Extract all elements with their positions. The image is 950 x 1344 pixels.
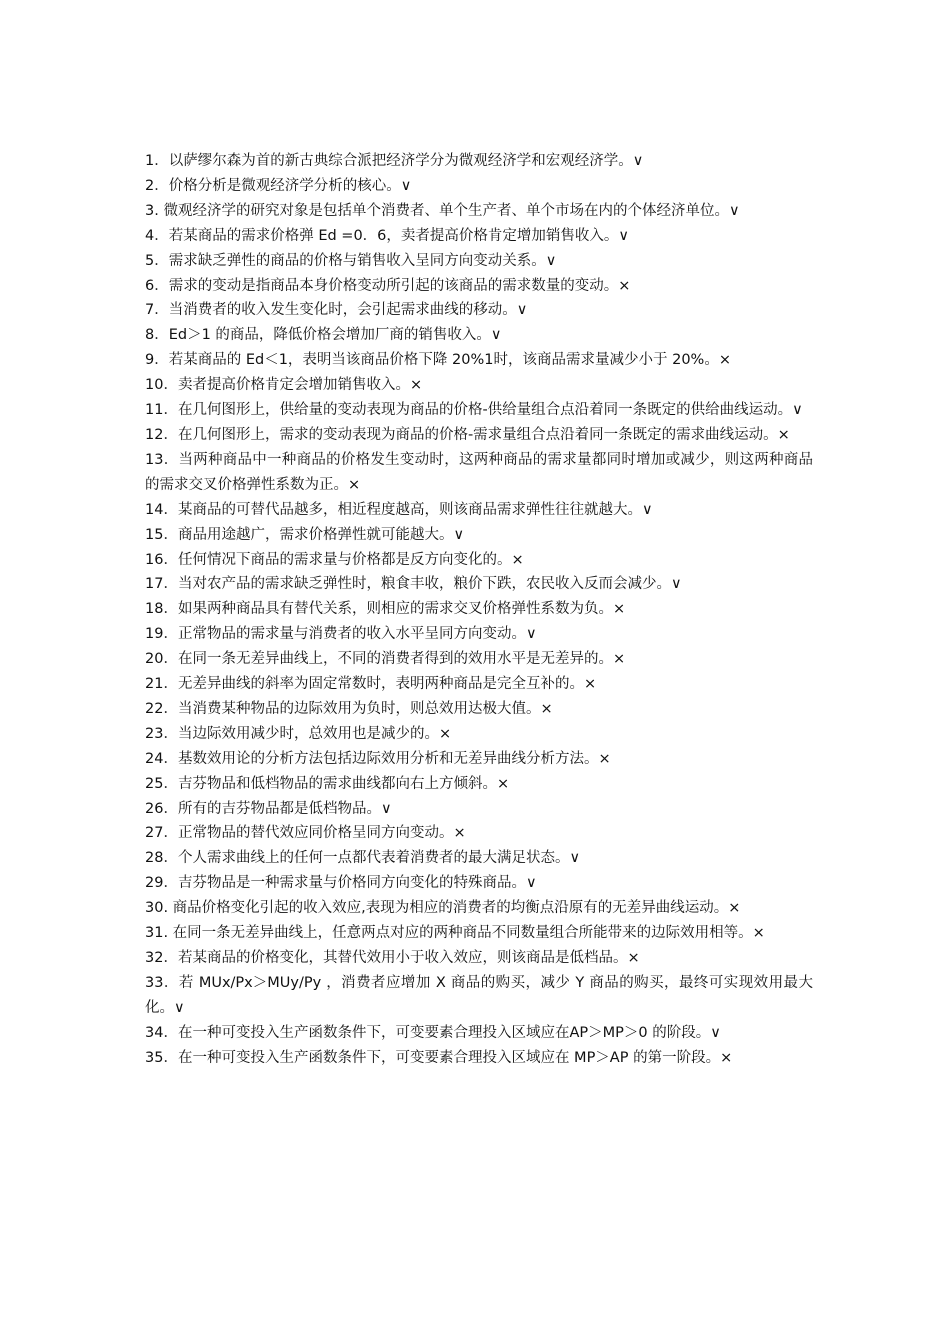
question-item: 23．当边际效用减少时，总效用也是减少的。×: [145, 725, 452, 742]
question-item: 3. 微观经济学的研究对象是包括单个消费者、单个生产者、单个市场在内的个体经济单位。∨: [145, 202, 740, 219]
question-item: 4．若某商品的需求价格弹 Ed =0．6，卖者提高价格肯定增加销售收入。∨: [145, 227, 630, 244]
question-item: 6．需求的变动是指商品本身价格变动所引起的该商品的需求数量的变动。×: [145, 277, 631, 294]
question-item: 1．以萨缪尔森为首的新古典综合派把经济学分为微观经济学和宏观经济学。∨: [145, 153, 644, 169]
question-item: 34．在一种可变投入生产函数条件下，可变要素合理投入区域应在AP＞MP＞0 的阶段。∨: [145, 1024, 721, 1041]
question-item: 12．在几何图形上，需求的变动表现为商品的价格-需求量组合点沿着同一条既定的需求曲线运动。×: [145, 426, 790, 443]
question-item: 29．吉芬物品是一种需求量与价格同方向变化的特殊商品。∨: [145, 875, 537, 892]
question-item: 20．在同一条无差异曲线上，不同的消费者得到的效用水平是无差异的。×: [145, 651, 626, 668]
question-item: 13．当两种商品中一种商品的价格发生变动时，这两种商品的需求量都同时增加或减少，则这两种商品的需求交叉价格弹性系数为正。×: [145, 451, 813, 493]
question-item: 24．基数效用论的分析方法包括边际效用分析和无差异曲线分析方法。×: [145, 750, 611, 767]
question-item: 27．正常物品的替代效应同价格呈同方向变动。×: [145, 825, 466, 842]
question-item: 32．若某商品的价格变化，其替代效用小于收入效应，则该商品是低档品。×: [145, 950, 640, 966]
question-item: 10．卖者提高价格肯定会增加销售收入。×: [145, 377, 423, 394]
question-item: 33．若 MUx/Px＞MUy/Py ，消费者应增加 X 商品的购买，减少 Y 商品的购买，最终可实现效用最大化。∨: [145, 974, 813, 1016]
question-item: 21．无差异曲线的斜率为固定常数时，表明两种商品是完全互补的。×: [145, 676, 597, 693]
question-item: 7．当消费者的收入发生变化时，会引起需求曲线的移动。∨: [145, 302, 528, 319]
question-item: 16．任何情况下商品的需求量与价格都是反方向变化的。×: [145, 551, 524, 568]
question-item: 19．正常物品的需求量与消费者的收入水平呈同方向变动。∨: [145, 626, 537, 643]
question-item: 22．当消费某种物品的边际效用为负时，则总效用达极大值。×: [145, 700, 553, 717]
question-item: 11．在几何图形上，供给量的变动表现为商品的价格-供给量组合点沿着同一条既定的供给曲线运动。∨: [145, 402, 803, 419]
question-item: 28．个人需求曲线上的任何一点都代表着消费者的最大满足状态。∨: [145, 850, 581, 867]
question-item: 14．某商品的可替代品越多，相近程度越高，则该商品需求弹性往往就越大。∨: [145, 501, 653, 518]
question-item: 5．需求缺乏弹性的商品的价格与销售收入呈同方向变动关系。∨: [145, 252, 557, 269]
question-item: 17．当对农产品的需求缺乏弹性时，粮食丰收，粮价下跌，农民收入反而会减少。∨: [145, 576, 682, 593]
question-item: 30. 商品价格变化引起的收入效应,表现为相应的消费者的均衡点沿原有的无差异曲线运动。×: [145, 900, 741, 917]
question-item: 35．在一种可变投入生产函数条件下，可变要素合理投入区域应在 MP＞AP 的第一阶段。×: [145, 1049, 733, 1066]
question-item: 2．价格分析是微观经济学分析的核心。∨: [145, 177, 412, 194]
question-item: 15．商品用途越广，需求价格弹性就可能越大。∨: [145, 526, 465, 543]
question-item: 18．如果两种商品具有替代关系，则相应的需求交叉价格弹性系数为负。×: [145, 601, 626, 618]
question-item: 9．若某商品的 Ed＜1，表明当该商品价格下降 20%1时，该商品需求量减少小于 20%。×: [145, 352, 731, 369]
question-item: 8．Ed＞1 的商品，降低价格会增加厂商的销售收入。∨: [145, 327, 502, 344]
question-item: 25．吉芬物品和低档物品的需求曲线都向右上方倾斜。×: [145, 775, 510, 792]
question-list: [145, 149, 813, 1071]
question-item: 31. 在同一条无差异曲线上，任意两点对应的两种商品不同数量组合所能带来的边际效用相等。×: [145, 925, 765, 942]
question-item: 26．所有的吉芬物品都是低档物品。∨: [145, 800, 392, 817]
